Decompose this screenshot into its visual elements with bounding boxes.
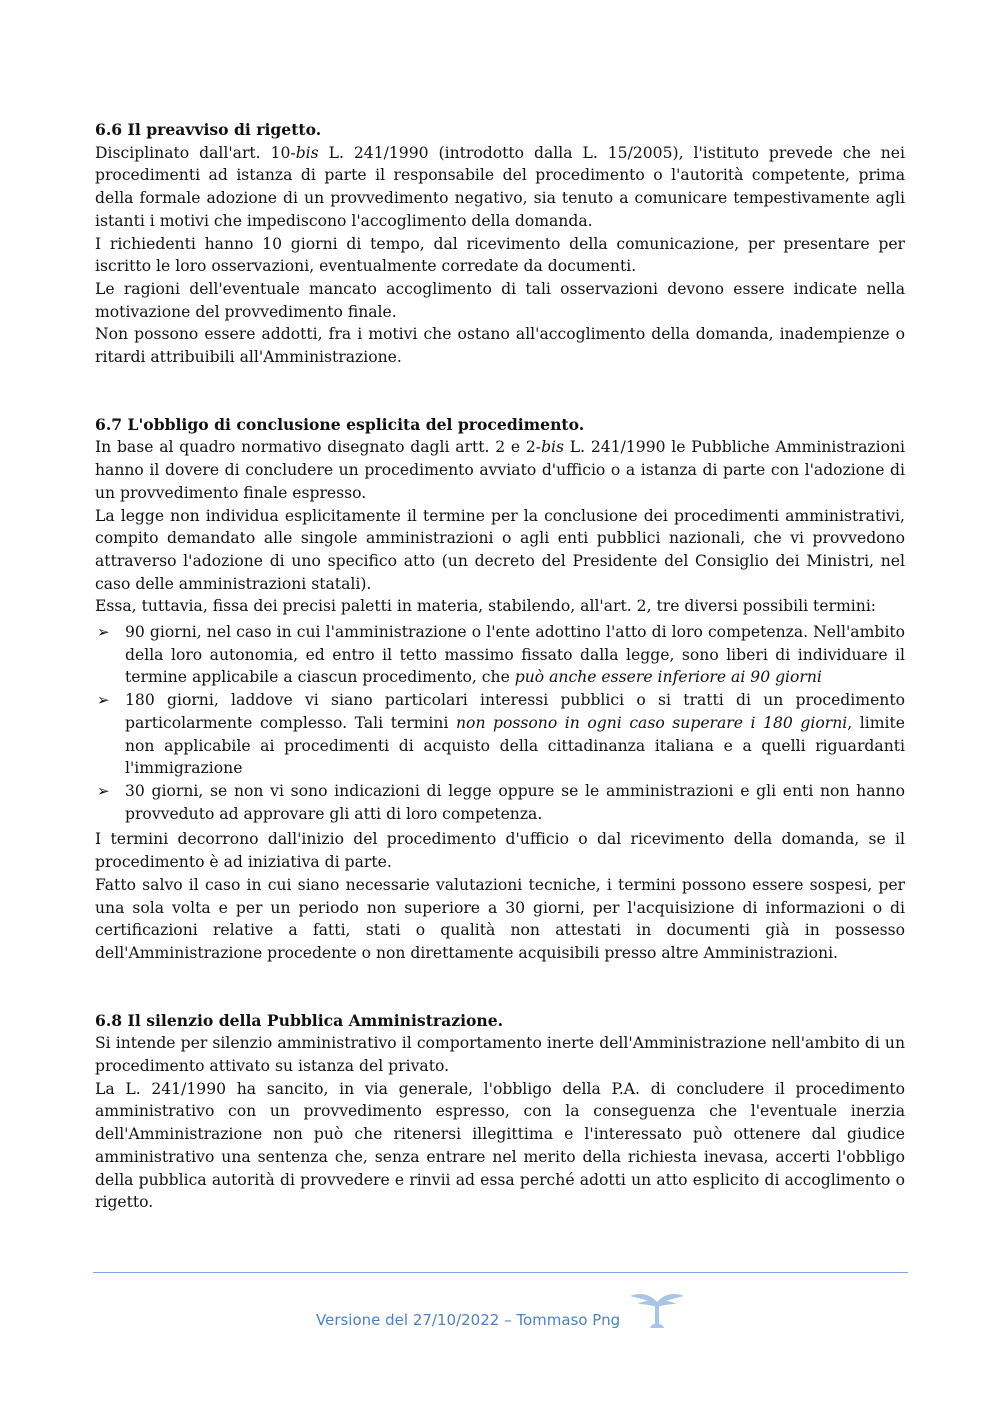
section-heading: 6.6 Il preavviso di rigetto. [95,120,322,139]
section-paragraphs-after-list [95,828,905,964]
arrow-bullet-icon: ➢ [97,623,110,642]
footer-divider [93,1272,908,1273]
footer-version-text: Versione del 27/10/2022 – Tommaso Png [316,1311,621,1329]
italic-text: non possono in ogni caso superare i 180 giorni [456,713,848,732]
section-6-7 [95,414,905,965]
paragraph: Essa, tuttavia, fissa dei precisi paletti in materia, stabilendo, all'art. 2, tre diversi possibili termini: [95,597,877,616]
paragraph: Non possono essere addotti, fra i motivi che ostano all'accoglimento della domanda, inadempienze o ritardi attribuibili all'Amministrazione. [95,325,905,367]
paragraph: In base al quadro normativo disegnato dagli artt. 2 e 2-bis L. 241/1990 le Pubbliche Amministrazioni hanno il dovere di concludere un procedimento avviato d'ufficio o a istanza di parte con l'adozione di un provvedimento finale espresso. [95,438,905,502]
section-heading: 6.8 Il silenzio della Pubblica Amministrazione. [95,1010,504,1030]
italic-text: bis [295,143,319,162]
section-6-6 [95,119,905,369]
terms-list [95,621,905,825]
paragraph: Le ragioni dell'eventuale mancato accoglimento di tali osservazioni devono essere indicate nella motivazione del provvedimento finale. [95,279,905,321]
section-paragraphs [95,436,905,618]
italic-text: bis [541,438,565,457]
paragraph: Disciplinato dall'art. 10-bis L. 241/1990 (introdotto dalla L. 15/2005), l'istituto prevede che nei procedimenti ad istanza di parte il responsabile del procedimento o l'autorità competente, prima della formale adozione di un provvedimento negativo, sia tenuto a comunicare tempestivamente agli istanti i motivi che impediscono l'accoglimento della domanda. [95,143,905,230]
list-item: ➢ 30 giorni, se non vi sono indicazioni di legge oppure se le amministrazioni e gli enti non hanno provveduto ad approvare gli atti di loro competenza. [97,781,905,823]
paragraph: I termini decorrono dall'inizio del procedimento d'ufficio o dal ricevimento della domanda, se il procedimento è ad iniziativa di parte. [95,830,905,872]
paragraph: Fatto salvo il caso in cui siano necessarie valutazioni tecniche, i termini possono essere sospesi, per una sola volta e per un periodo non superiore a 30 giorni, per l'acquisizione di informazioni o di certificazioni relative a fatti, stati o qualità non attestati in documenti già in possesso dell'Amministrazione procedente o non direttamente acquisibili presso altre Amministrazioni. [95,875,905,962]
section-paragraphs [95,142,905,369]
document-body [95,119,905,1214]
paragraph: Si intende per silenzio amministrativo il comportamento inerte dell'Amministrazione nell'ambito di un procedimento attivato su istanza del privato. [95,1034,905,1076]
paragraph: La legge non individua esplicitamente il termine per la conclusione dei procedimenti amministrativi, compito demandato alle singole amministrazioni o agli enti pubblici nazionali, che vi provvedono attraverso l'adozione di uno specifico atto (un decreto del Presidente del Consiglio dei Ministri, nel caso delle amministrazioni statali). [95,506,905,593]
italic-text: può anche essere inferiore ai 90 giorni [514,668,822,687]
paragraph: La L. 241/1990 ha sancito, in via generale, l'obbligo della P.A. di concludere il procedimento amministrativo con un provvedimento espresso, con la conseguenza che l'eventuale inerzia dell'Amministrazione non può che ritenersi illegittima e l'interessato può ottenere dal giudice amministrativo una sentenza che, senza entrare nel merito della richiesta inevasa, accerti l'obbligo della pubblica autorità di provvedere e rinvii ad essa perché adotti un atto esplicito di accoglimento o rigetto. [95,1079,905,1212]
list-item: ➢ 180 giorni, laddove vi siano particolari interessi pubblici o si tratti di un procedimento particolarmente complesso. Tali termini non possono in ogni caso superare i 180 giorni, limite non applicabile ai procedimenti di acquisto della cittadinanza italiana e a quelli riguardanti l'immigrazione [97,691,905,778]
section-paragraphs [95,1032,905,1214]
section-6-8 [95,1010,905,1214]
arrow-bullet-icon: ➢ [97,781,110,800]
section-heading: 6.7 L'obbligo di conclusione esplicita del procedimento. [95,414,585,434]
stylized-plant-logo-icon [628,1288,686,1330]
arrow-bullet-icon: ➢ [97,691,110,710]
paragraph: I richiedenti hanno 10 giorni di tempo, dal ricevimento della comunicazione, per presentare per iscritto le loro osservazioni, eventualmente corredate da documenti. [95,234,905,276]
list-item: ➢ 90 giorni, nel caso in cui l'amministrazione o l'ente adottino l'atto di loro competenza. Nell'ambito della loro autonomia, ed entro il tetto massimo fissato dalla legge, sono liberi di individuare il termine applicabile a ciascun procedimento, che può anche essere inferiore ai 90 giorni [97,623,905,687]
